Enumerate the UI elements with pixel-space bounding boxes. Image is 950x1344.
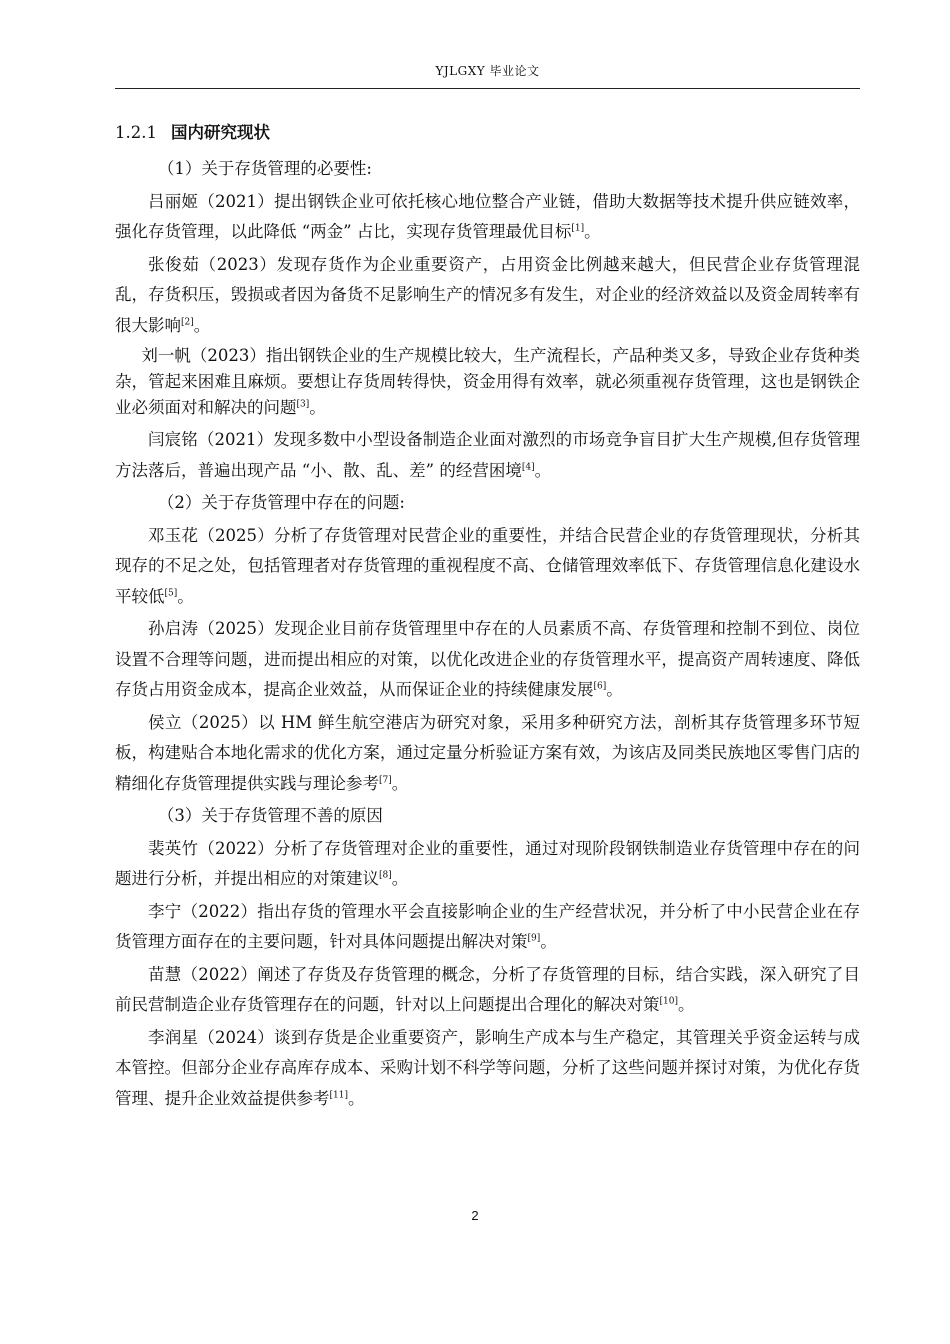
- sentence-end: 。: [534, 460, 552, 480]
- subsection-heading: [115, 154, 860, 185]
- paragraph-text: 李润星（2024）谈到存货是企业重要资产，影响生产成本与生产稳定，其管理关乎资金运转与成本管控。但部分企业存高库存成本、采购计划不科学等问题，分析了这些问题并探讨对策，为优化存货管理、提升企业效益提供参考: [115, 1027, 860, 1108]
- paragraph-text: （3）关于存货管理不善的原因: [157, 806, 383, 825]
- citation-ref[interactable]: [8]: [379, 870, 392, 881]
- citation-ref[interactable]: [10]: [659, 996, 678, 1007]
- sentence-end: 。: [309, 398, 326, 417]
- body-paragraph: [115, 708, 860, 800]
- paragraph-text: 裴英竹（2022）分析了存货管理对企业的重要性，通过对现阶段钢铁制造业存货管理中存在的问题进行分析，并提出相应的对策建议: [115, 838, 860, 888]
- page-content: [115, 118, 860, 1114]
- paragraph-text: 闫宸铭（2021）发现多数中小型设备制造企业面对激烈的市场竞争盲目扩大生产规模,但存货管理方法落后，普遍出现产品 “小、散、乱、差” 的经营困境: [115, 430, 860, 480]
- paragraph-list: [115, 154, 860, 1114]
- paragraph-text: 吕丽姬（2021）提出钢铁企业可依托核心地位整合产业链，借助大数据等技术提升供应链效率，强化存货管理，以此降低 “两金” 占比，实现存货管理最优目标: [115, 191, 860, 241]
- paragraph-text: 侯立（2025）以 HM 鲜生航空港店为研究对象，采用多种研究方法，剖析其存货管理多环节短板，构建贴合本地化需求的优化方案，通过定量分析验证方案有效，为该店及同类民族地区零售门店的精细化存货管理提供实践与理论参考: [115, 712, 860, 793]
- citation-ref[interactable]: [11]: [329, 1090, 348, 1100]
- paragraph-text: 张俊茹（2023）发现存货作为企业重要资产，占用资金比例越来越大，但民营企业存货管理混乱，存货积压，毁损或者因为备货不足影响生产的情况多有发生，对企业的经济效益以及资金周转率有很大影响: [115, 254, 860, 335]
- citation-ref[interactable]: [5]: [164, 588, 178, 598]
- citation-ref[interactable]: [3]: [296, 399, 310, 410]
- body-paragraph: [115, 614, 860, 706]
- citation-ref[interactable]: [1]: [571, 223, 585, 234]
- sentence-end: 。: [193, 315, 211, 335]
- body-paragraph: [115, 521, 860, 613]
- citation-ref[interactable]: [4]: [521, 462, 535, 472]
- sentence-end: 。: [677, 995, 695, 1014]
- citation-ref[interactable]: [7]: [379, 775, 392, 785]
- paragraph-text: 苗慧（2022）阐述了存货及存货管理的概念，分析了存货管理的目标，结合实践，深入研究了目前民营制造企业存货管理存在的问题，针对以上问题提出合理化的解决对策: [115, 964, 860, 1014]
- paragraph-text: 孙启涛（2025）发现企业目前存货管理里中存在的人员素质不高、存货管理和控制不到位、岗位设置不合理等问题，进而提出相应的对策，以优化改进企业的存货管理水平，提高资产周转速度、降低存货占用资金成本，提高企业效益，从而保证企业的持续健康发展: [115, 619, 860, 699]
- body-paragraph: [115, 1023, 860, 1115]
- body-paragraph: [115, 425, 860, 486]
- section-heading: [115, 118, 860, 148]
- section-number: 1.2.1: [115, 123, 157, 142]
- page-header: YJLGXY 毕业论文: [115, 62, 860, 89]
- paragraph-text: 邓玉花（2025）分析了存货管理对民营企业的重要性，并结合民营企业的存货管理现状，分析其现存的不足之处，包括管理者对存货管理的重视程度不高、仓储管理效率低下、存货管理信息化建设水平较低: [115, 525, 860, 606]
- citation-ref[interactable]: [6]: [593, 681, 607, 692]
- citation-ref[interactable]: [2]: [181, 317, 194, 327]
- body-paragraph: [115, 343, 860, 421]
- body-paragraph: [115, 187, 860, 248]
- body-paragraph: [115, 834, 860, 895]
- subsection-heading: [115, 488, 860, 519]
- paragraph-text: 李宁（2022）指出存货的管理水平会直接影响企业的生产经营状况，并分析了中小民营企业在存货管理方面存在的主要问题，针对具体问题提出解决对策: [115, 901, 860, 951]
- body-paragraph: [115, 960, 860, 1021]
- sentence-end: 。: [584, 222, 601, 241]
- body-paragraph: [115, 250, 860, 342]
- paragraph-text: （2）关于存货管理中存在的问题:: [157, 493, 405, 512]
- citation-ref[interactable]: [9]: [527, 933, 541, 944]
- body-paragraph: [115, 897, 860, 958]
- sentence-end: 。: [606, 680, 623, 699]
- paragraph-text: （1）关于存货管理的必要性:: [157, 159, 372, 178]
- page-number: 2: [471, 1208, 479, 1223]
- subsection-heading: [115, 801, 860, 832]
- sentence-end: 。: [540, 932, 557, 951]
- sentence-end: 。: [177, 586, 194, 606]
- sentence-end: 。: [347, 1088, 365, 1108]
- paragraph-text: 刘一帆（2023）指出钢铁企业的生产规模比较大，生产流程长，产品种类又多，导致企业存货种类杂，管起来困难且麻烦。要想让存货周转得快，资金用得有效率，就必须重视存货管理，这也是钢铁企业必须面对和解决的问题: [115, 346, 860, 417]
- sentence-end: 。: [391, 869, 409, 888]
- section-title: 国内研究现状: [170, 123, 270, 142]
- sentence-end: 。: [391, 773, 409, 793]
